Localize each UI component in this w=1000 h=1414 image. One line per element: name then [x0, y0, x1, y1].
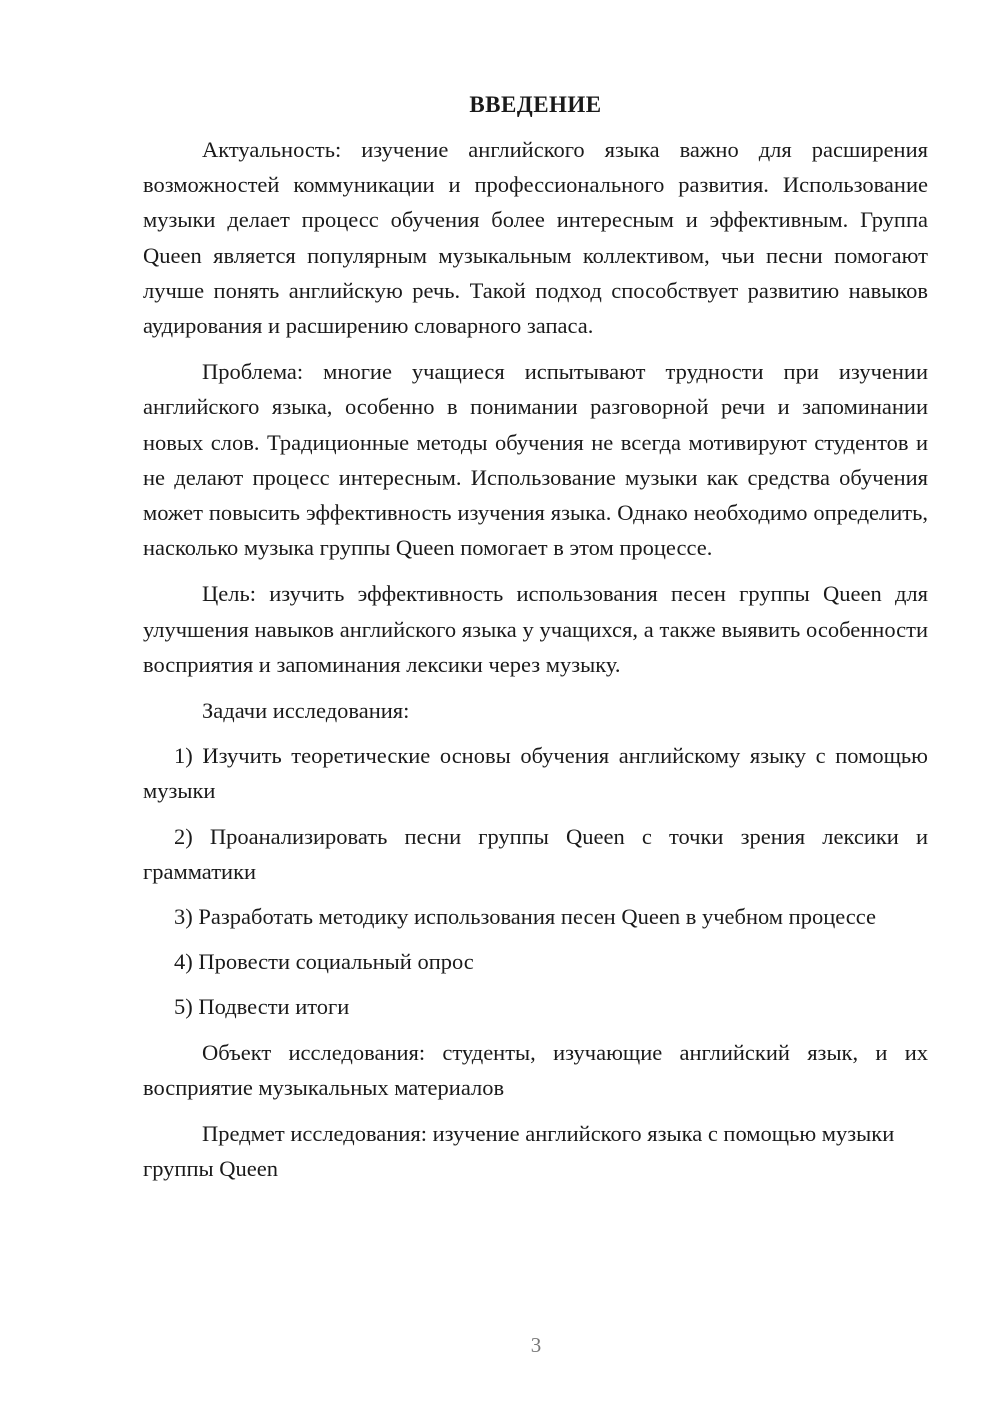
- document-page: [143, 92, 928, 1197]
- tasks-title: Задачи исследования:: [202, 698, 410, 724]
- task-item: 3) Разработать методику использования песен Queen в учебном процессе: [174, 904, 877, 930]
- subject-paragraph: Предмет исследования: изучение английского языка с помощью музыки группы Queen: [143, 1121, 895, 1182]
- object-paragraph: Объект исследования: студенты, изучающие английский язык, и их восприятие музыкальных материалов: [143, 1039, 928, 1100]
- task-item: 5) Подвести итоги: [174, 994, 350, 1020]
- task-item: 4) Провести социальный опрос: [174, 949, 474, 975]
- section-heading: ВВЕДЕНИЕ: [469, 92, 602, 117]
- task-item: 2) Проанализировать песни группы Queen с точки зрения лексики и грамматики: [143, 823, 928, 884]
- goal-paragraph: Цель: изучить эффективность использования песен группы Queen для улучшения навыков английского языка у учащихся, а также выявить особенности восприятия и запоминания лексики через музыку.: [143, 581, 928, 677]
- problem-paragraph: Проблема: многие учащиеся испытывают трудности при изучении английского языка, особенно в понимании разговорной речи и запоминании новых слов. Традиционные методы обучения не всегда мотивируют студентов и не делают процесс интересным. Использование музыки как средства обучения может повысить эффективность изучения языка. Однако необходимо определить, насколько музыка группы Queen помогает в этом процессе.: [143, 359, 928, 561]
- task-item: 1) Изучить теоретические основы обучения английскому языку с помощью музыки: [143, 743, 928, 804]
- page-number: 3: [530, 1333, 542, 1357]
- relevance-paragraph: Актуальность: изучение английского языка важно для расширения возможностей коммуникации и профессионального развития. Использование музыки делает процесс обучения более интересным и эффективным. Группа Queen является популярным музыкальным коллективом, чьи песни помогают лучше понять английскую речь. Такой подход способствует развитию навыков аудирования и расширению словарного запаса.: [143, 137, 928, 339]
